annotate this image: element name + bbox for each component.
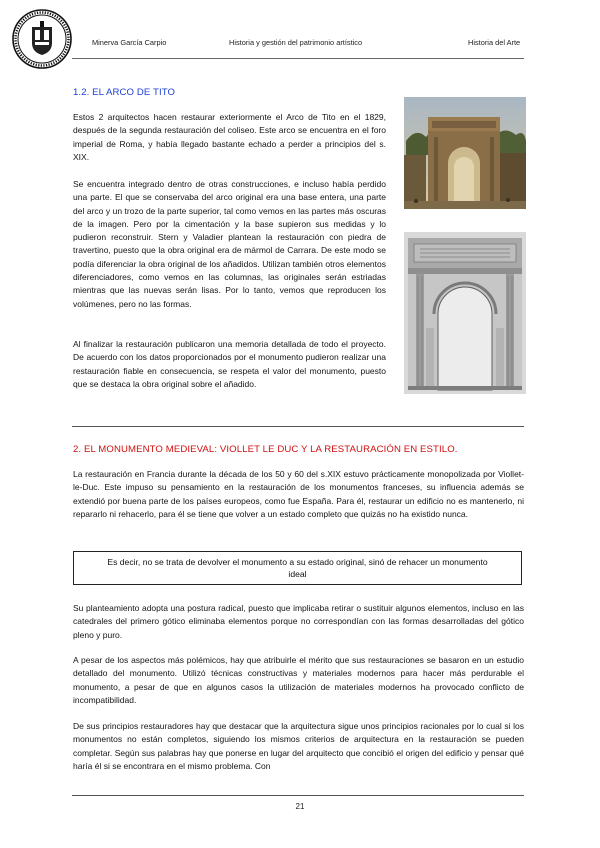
paragraph: La restauración en Francia durante la década de los 50 y 60 del s.XIX estuvo prácticamente monopolizada por Viollet-le-Duc. Este impuso su pensamiento en la restauración de los monumentos franceses, su influencia además se extendió por buena parte de los países europeos, como fue España. Para él, restaurar un edificio no es mantenerlo, ni repararlo ni rehacerlo, para él se tiene que volver a un estado completo que quizás no ha existido nunca.: [73, 469, 524, 519]
arch-of-titus-engraving-icon: [404, 232, 526, 394]
quote-text: Es decir, no se trata de devolver el monumento a su estado original, sinó de rehacer un monumento ideal: [107, 556, 488, 579]
header-course: Historia y gestión del patrimonio artístico: [229, 38, 363, 47]
paragraph: Su planteamiento adopta una postura radical, puesto que implicaba retirar o sustituir algunos elementos, incluso en las catedrales del primero gótico eliminaba elementos porque no correspondían con las formas desarrolladas del gótico pleno y puro.: [73, 603, 524, 640]
quote-box: [73, 551, 522, 585]
paragraph: A pesar de los aspectos más polémicos, hay que atribuirle el mérito que sus restauraciones se basaron en un estudio detallado del monumento. Utilizó técnicas constructivas y materiales modernos para hacer más perdurable el monumento, a pesar de que en algunos casos la utilización de materiales modernos ha provocado conflicto de incompatibilidad.: [73, 655, 524, 705]
page-number: 21: [295, 802, 305, 811]
paragraph: Al finalizar la restauración publicaron una memoria detallada de todo el proyecto. De acuerdo con los datos proporcionados por el monumento pudieron realizar una restauración fiable en consecuencia, se respeta el valor del monumento, puesto que se destaca la obra original sobre el añadido.: [73, 339, 386, 389]
section-divider: [72, 426, 524, 427]
section-heading-viollet-le-duc: 2. EL MONUMENTO MEDIEVAL: VIOLLET LE DUC Y LA RESTAURACIÓN EN ESTILO.: [73, 444, 458, 455]
section-heading-arco-tito: 1.2. EL ARCO DE TITO: [73, 87, 176, 98]
header-divider: [72, 58, 524, 59]
paragraph: De sus principios restauradores hay que destacar que la arquitectura sigue unos principios racionales por lo cual si los monumentos no están completos, siguiendo los mismos criterios de arquitectura en la restauración se pueden completar. Según sus palabras hay que ponerse en lugar del arquitecto que concibió el origen del edificio y pensar qué haría él si se encontrara en el mismo problema. Con: [73, 721, 524, 771]
header-author: Minerva García Carpio: [92, 38, 167, 47]
paragraph: Estos 2 arquitectos hacen restaurar exteriormente el Arco de Tito en el 1829, después de la segunda restauración del coliseo. Este arco se encuentra en el foro imperial de Roma, y había llegado bastante echado a perder a principios del s. XIX.: [73, 112, 386, 162]
arch-of-titus-painting-icon: [404, 97, 526, 209]
footer-divider: [72, 795, 524, 796]
paragraph: Se encuentra integrado dentro de otras construcciones, e incluso había perdido una parte. El que se conservaba del arco original era una base entera, una parte del arco y un trozo de la parte superior, tal como vemos en las partes más oscuras de la imagen. Pero por la cimentación y la base supieron sus medidas y lo pudieron reconstruir. Stern y Valadier plantean la restauración con piedra de travertino, puesto que la obra original era de mármol de Carrara. De este modo se podía diferenciar la obra original de los añadidos. Utilizan también otros elementos diferenciadores, como vemos en las columnas, las originales serán estriadas mientras que las nuevas serán lisas. Por lo tanto, vemos que reproducen los volúmenes, pero no las formas.: [73, 179, 386, 309]
header-subject: Historia del Arte: [468, 38, 521, 47]
university-seal-icon: [12, 9, 72, 69]
